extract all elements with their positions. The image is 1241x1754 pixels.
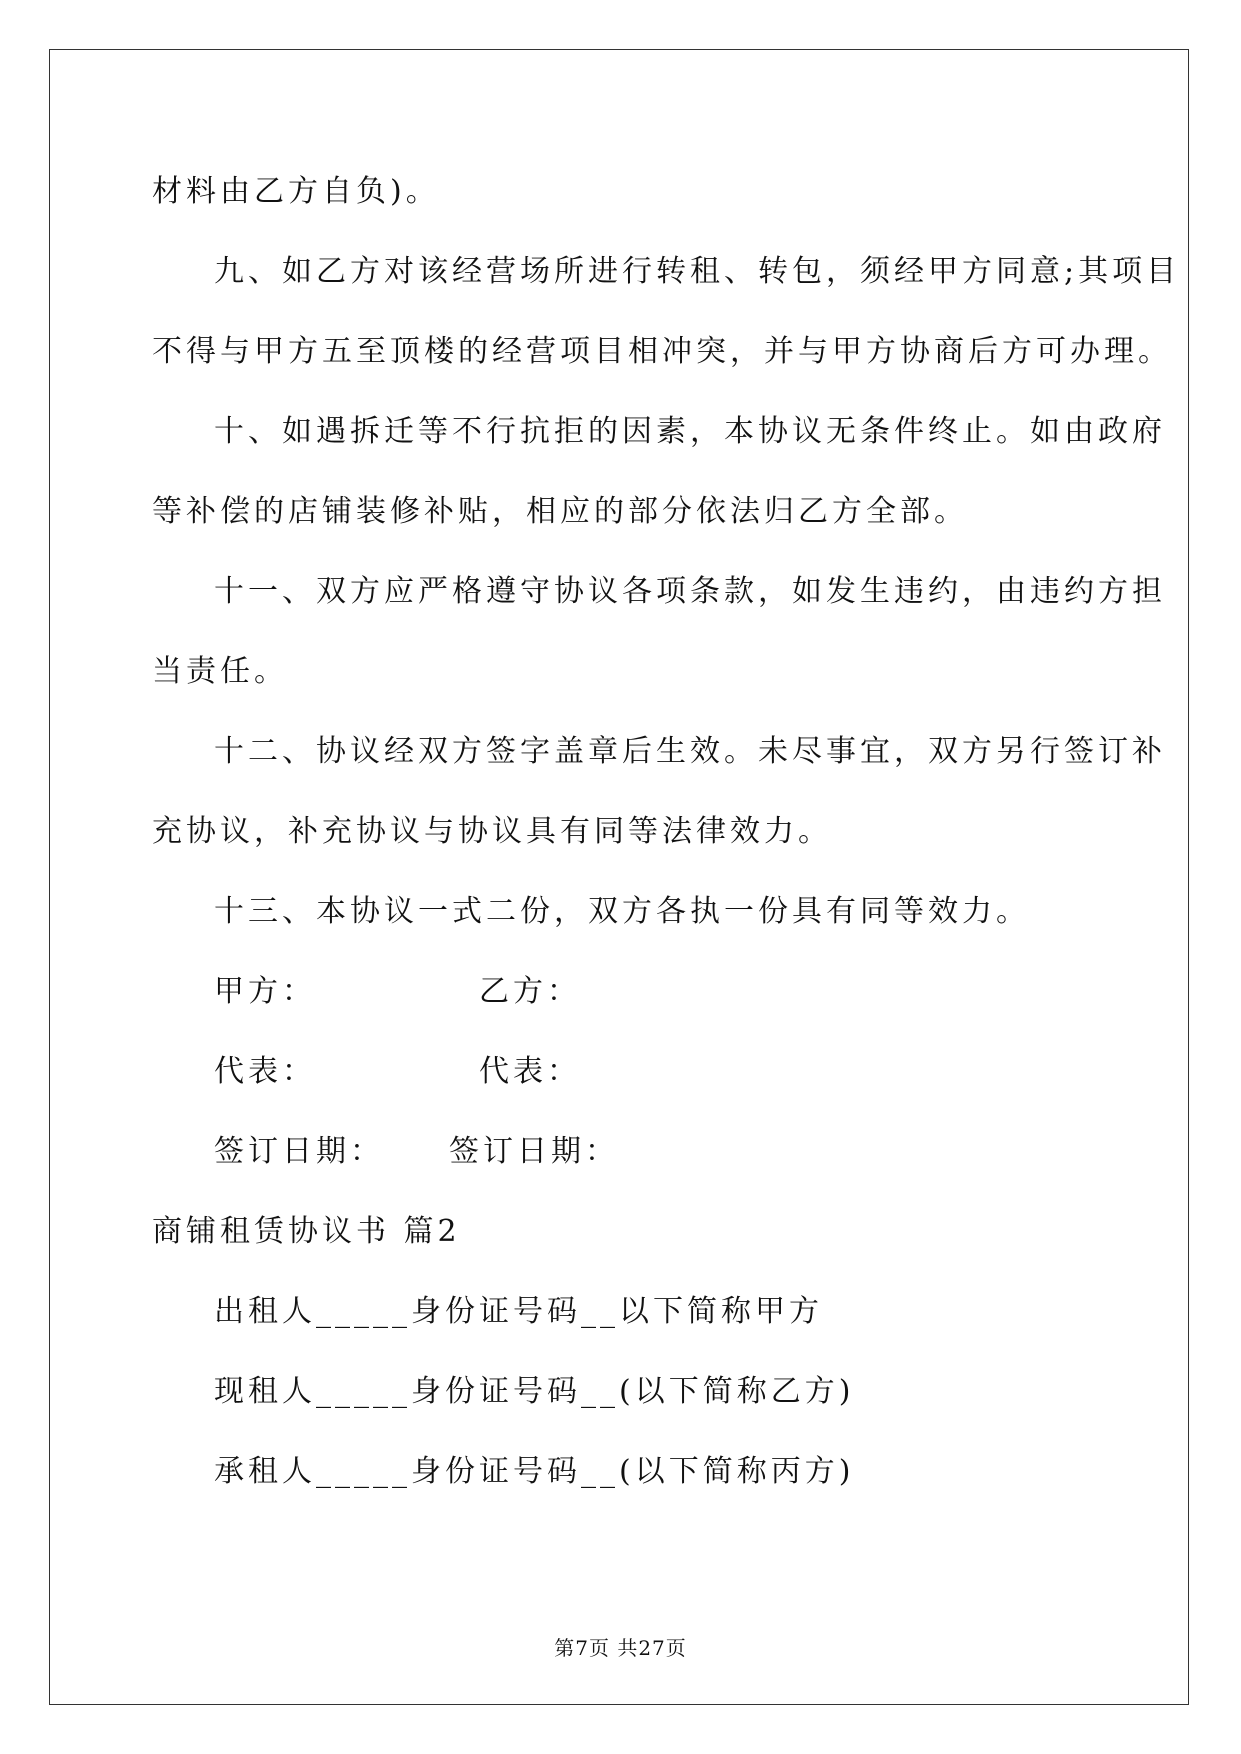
page-number: 第7页 共27页 xyxy=(554,1636,687,1660)
paragraph-line: 十、如遇拆迁等不行抗拒的因素，本协议无条件终止。如由政府 xyxy=(214,414,1166,449)
party-a-label: 甲方： xyxy=(214,974,316,1009)
party-b-label: 乙方： xyxy=(479,974,581,1009)
date-b-label: 签订日期： xyxy=(449,1134,619,1169)
paragraph-line: 承租人_____身份证号码__(以下简称丙方) xyxy=(214,1454,855,1489)
paragraph-line: 十二、协议经双方签字盖章后生效。未尽事宜，双方另行签订补 xyxy=(214,734,1166,769)
paragraph-line: 十一、双方应严格遵守协议各项条款，如发生违约，由违约方担 xyxy=(214,574,1166,609)
date-a-label: 签订日期： xyxy=(214,1134,384,1169)
paragraph-line: 当责任。 xyxy=(152,654,288,689)
rep-a-label: 代表： xyxy=(214,1054,316,1089)
paragraph-line: 材料由乙方自负)。 xyxy=(152,174,440,209)
paragraph-line: 等补偿的店铺装修补贴，相应的部分依法归乙方全部。 xyxy=(152,494,968,529)
paragraph-line: 不得与甲方五至顶楼的经营项目相冲突，并与甲方协商后方可办理。 xyxy=(152,334,1172,369)
paragraph-line: 出租人_____身份证号码__以下简称甲方 xyxy=(214,1294,823,1329)
rep-b-label: 代表： xyxy=(479,1054,581,1089)
paragraph-line: 现租人_____身份证号码__(以下简称乙方) xyxy=(214,1374,855,1409)
section-title: 商铺租赁协议书 篇2 xyxy=(152,1214,461,1249)
paragraph-line: 九、如乙方对该经营场所进行转租、转包，须经甲方同意;其项目 xyxy=(214,254,1181,289)
paragraph-line: 十三、本协议一式二份，双方各执一份具有同等效力。 xyxy=(214,894,1030,929)
paragraph-line: 充协议，补充协议与协议具有同等法律效力。 xyxy=(152,814,832,849)
